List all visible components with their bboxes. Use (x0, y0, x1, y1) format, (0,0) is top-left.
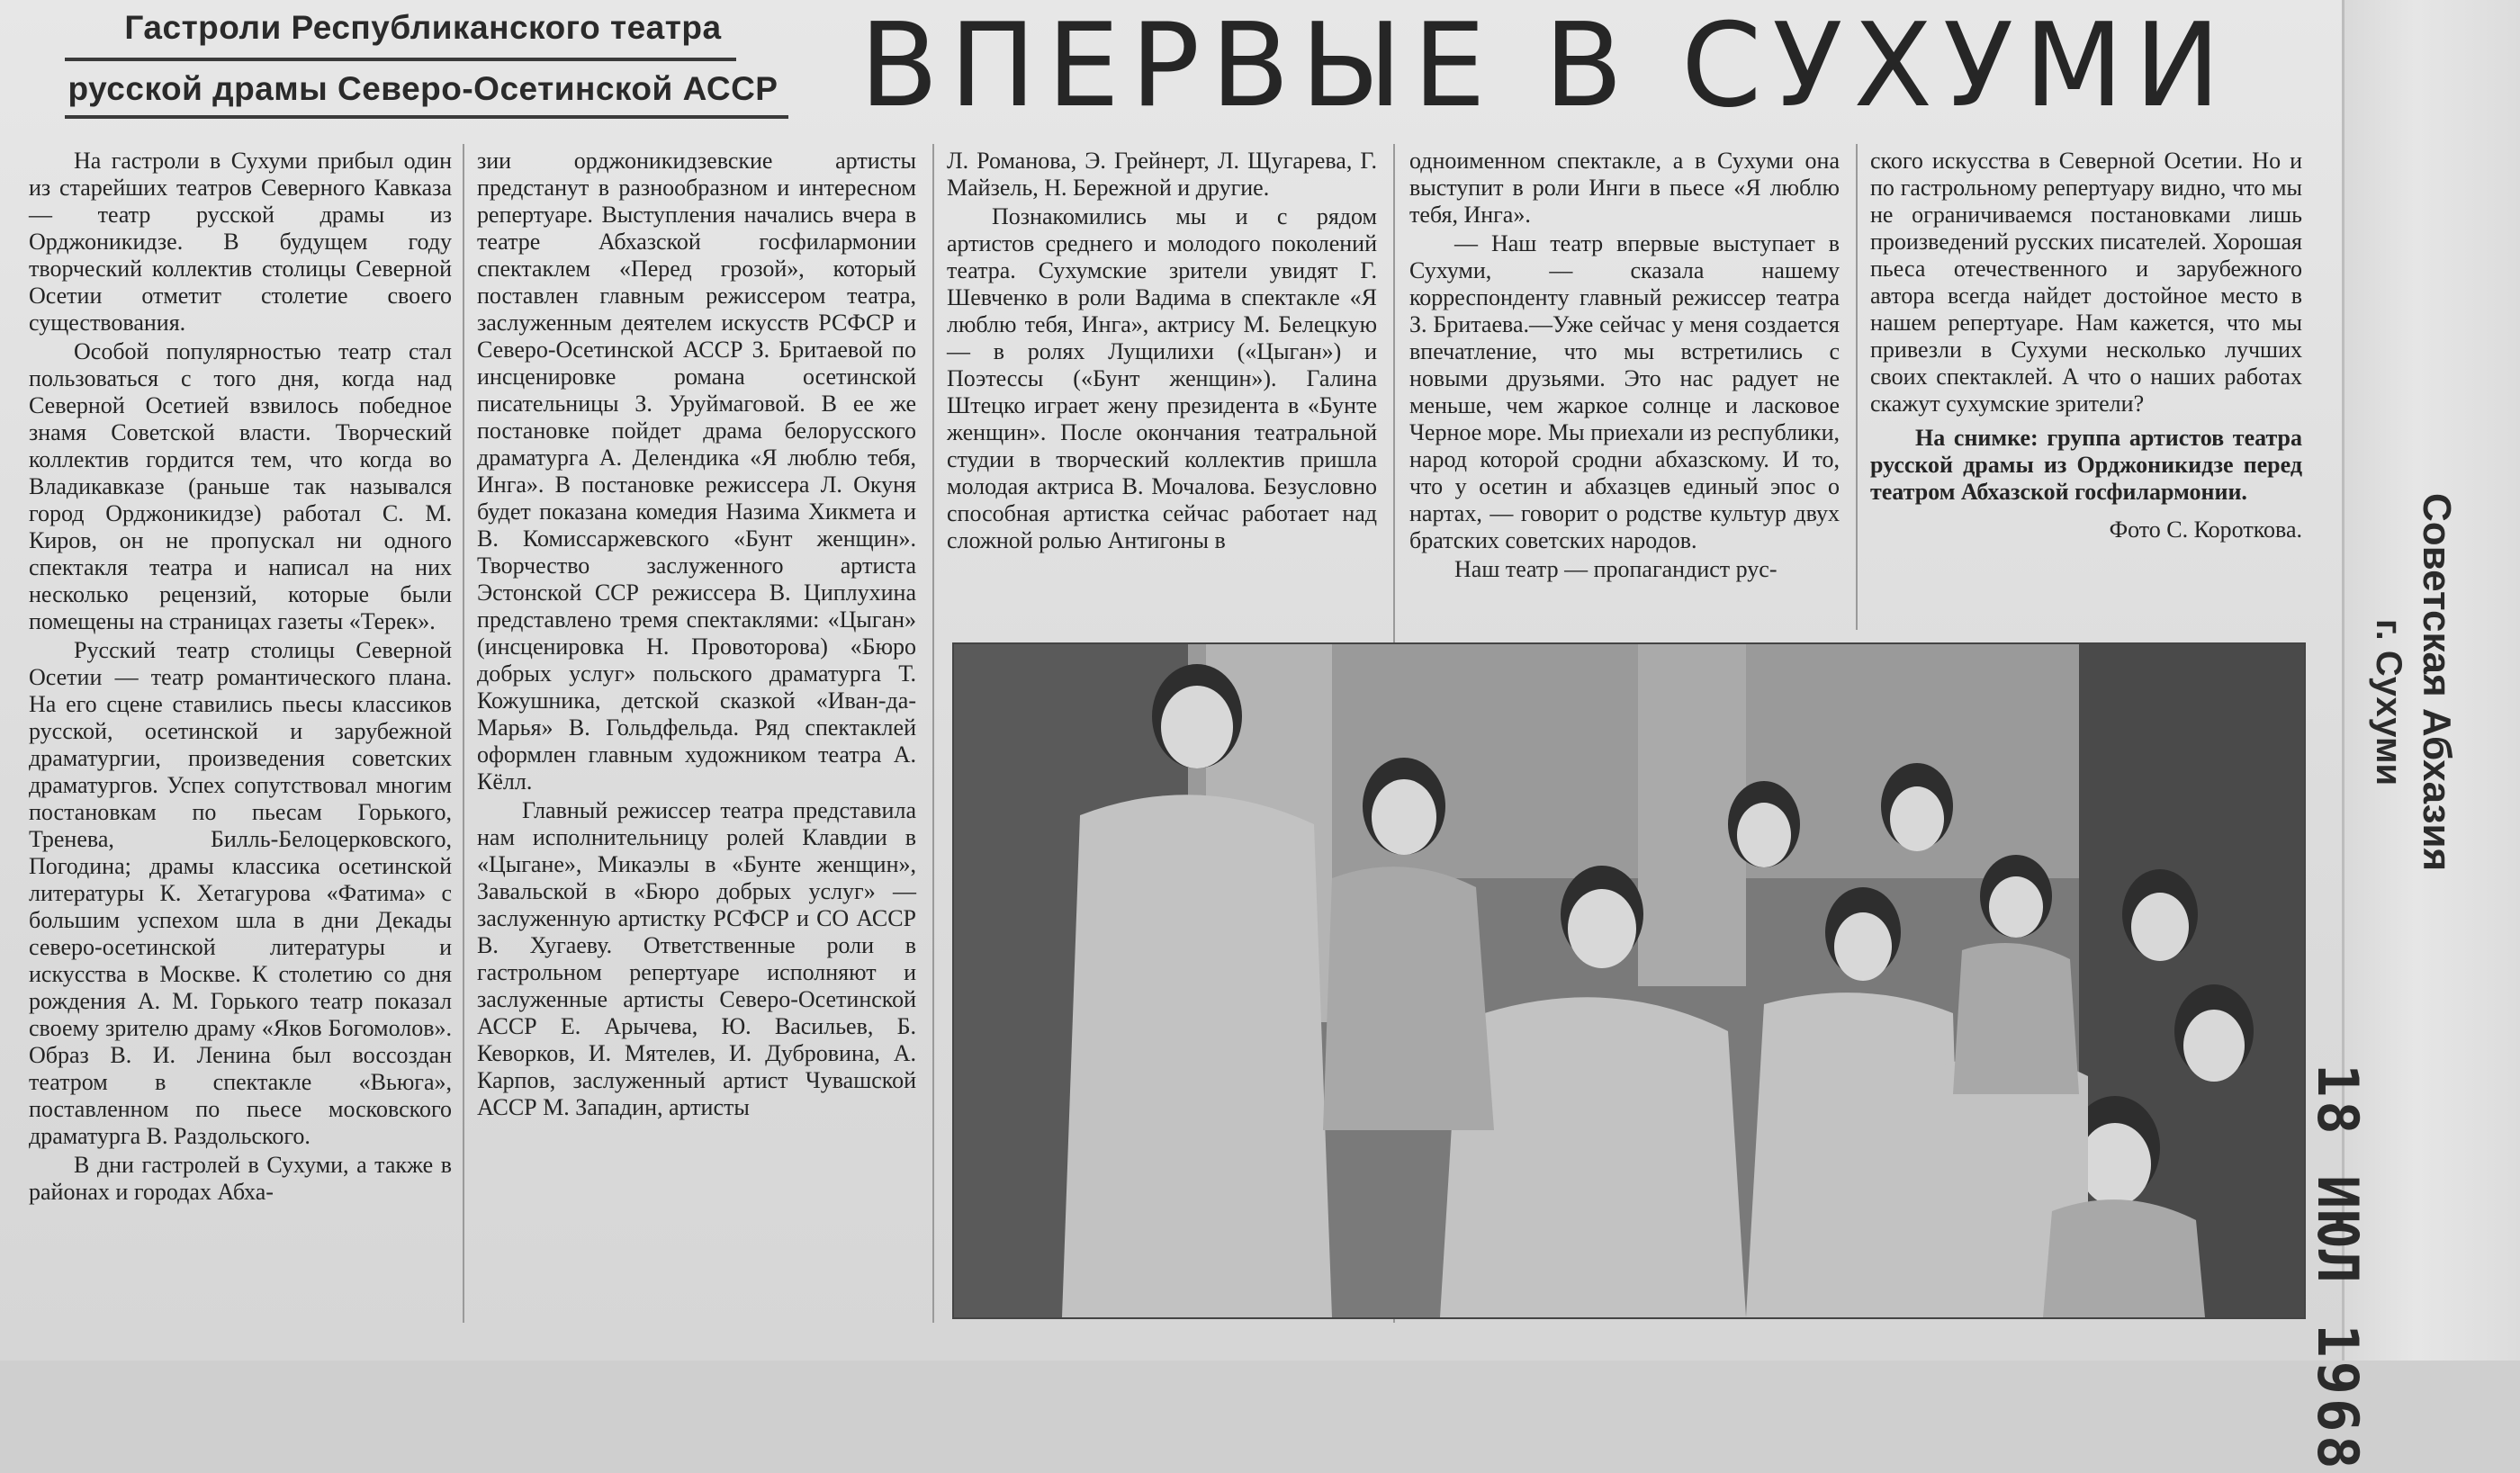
paragraph: Особой популярностью театр стал пользоваться с того дня, когда над Северной Осетией взвилось победное знамя Советской власти. Творческий коллектив гордится тем, что когда во Владикавказе (раньше так назывался город Орджоникидзе) работал С. М. Киров, он не пропускал ни одного спектакля театра и написал на них несколько рецензий, которые были помещены на страницах газеты «Терек». (29, 338, 452, 634)
paragraph: Русский театр столицы Северной Осетии — театр романтического плана. На его сцене ставились пьесы классиков русской, осетинской и зарубежной драматургии, произведения советских драматургов. Успех сопутствовал многим постановкам по пьесам Горького, Тренева, Билль-Белоцерковского, Погодина; драмы классика осетинской литературы К. Хетагурова «Фатима» с большим успехом шла в дни Декады северо-осетинской литературы и искусства в Москве. К столетию со дня рождения А. М. Горького театр показал своему зрителю драму «Яков Богомолов». Образ В. И. Ленина был воссоздан театром в спектакле «Вьюга», поставленном по пьесе московского драматурга В. Раздольского. (29, 637, 452, 1149)
photo-caption (1870, 425, 2302, 506)
paragraph: На гастроли в Сухуми прибыл один из старейших театров Северного Кавказа — театр русской драмы из Орджоникидзе. В будущем году творческий коллектив столицы Северной Осетии отметит столетие своего существования. (29, 148, 452, 336)
stamp-date: 18 ИЮЛ 1968 (2305, 1064, 2371, 1473)
archive-stamp (2369, 493, 2480, 997)
rubric-line-1: Гастроли Республиканского театра (124, 9, 722, 46)
article-headline: ВПЕРВЫЕ В СУХУМИ (860, 0, 2232, 133)
article-column-3 (947, 148, 1377, 556)
paragraph: зии орджоникидзевские артисты предстанут в разнообразном и интересном репертуаре. Выступления начались вчера в театре Абхазской госфилармонии спектаклем «Перед грозой», который поставлен главным режиссером театра, заслуженным деятелем искусств РСФСР и Северо-Осетинской АССР З. Бритаевой по инсценировке романа осетинской писательницы З. Уруймаговой. В ее же постановке пойдет драма белорусского драматурга А. Делендика «Я люблю тебя, Инга». В постановке режиссера Л. Окуня будет показана комедия Назима Хикмета и В. Комиссаржевского «Бунт женщин». Творчество заслуженного артиста Эстонской ССР режиссера В. Циплухина представлено тремя спектаклями: «Цыган» (инсценировка Н. Провоторова) «Бюро добрых услуг» польского драматурга Т. Кожушника, детской сказкой «Иван-да-Марья» В. Гольдфельда. Ряд спектаклей оформлен главным художником театра А. Кёлл. (477, 148, 916, 795)
paragraph: ского искусства в Северной Осетии. Но и по гастрольному репертуару видно, что мы не ограничиваемся постановками лишь произведений русских писателей. Хорошая пьеса отечественного и зарубежного автора всегда найдет достойное место в нашем репертуаре. Нам кажется, что мы привезли в Сухуми несколько лучших своих спектаклей. А что о наших работах скажут сухумские зрители? (1870, 148, 2302, 417)
photo-credit: Фото С. Короткова. (2109, 516, 2302, 543)
stamp-source: Советская Абхазия (2415, 493, 2459, 872)
paragraph: В дни гастролей в Сухуми, а также в районах и городах Абха- (29, 1152, 452, 1205)
stamp-city: г. Сухуми (2369, 619, 2408, 786)
group-photo (952, 642, 2306, 1319)
paragraph: Познакомились мы и с рядом артистов среднего и молодого поколений театра. Сухумские зрители увидят Г. Шевченко в роли Вадима в спектакле «Я люблю тебя, Инга», актрису М. Белецкую — в ролях Лущилихи («Цыган») и Поэтессы («Бунт женщин»). Галина Штецко играет жену президента в «Бунте женщин». После окончания театральной студии в творческий коллектив пришла молодая актриса В. Мочалова. Безусловно способная артистка сейчас работает над сложной ролью Антигоны в (947, 203, 1377, 553)
article-column-1 (29, 148, 452, 1208)
article-column-4 (1409, 148, 1840, 585)
article-column-2 (477, 148, 916, 1123)
article-column-5 (1870, 148, 2302, 543)
rubric-line-2: русской драмы Северо-Осетинской АССР (68, 70, 778, 107)
column-divider (932, 144, 934, 1323)
column-divider (1856, 144, 1858, 630)
paragraph: Л. Романова, Э. Грейнерт, Л. Щугарева, Г. Майзель, Н. Бережной и другие. (947, 148, 1377, 201)
rubric-underline-2 (65, 115, 788, 119)
column-divider (463, 144, 464, 1323)
paragraph: Наш театр — пропагандист рус- (1454, 556, 1778, 582)
paragraph: — Наш театр впервые выступает в Сухуми, — сказала нашему корреспонденту главный режиссер театра З. Бритаева.—Уже сейчас у меня создается впечатление, что мы встретились с новыми друзьями. Это нас радует не меньше, чем жаркое солнце и ласковое Черное море. Мы приехали из республики, народ которой сродни абхазскому. И то, что у осетин и абхазцев единый эпос о нартах, — говорит о родстве культур двух братских советских народов. (1409, 230, 1840, 553)
rubric-underline-1 (65, 58, 736, 61)
caption-text: группа артистов театра русской драмы из Орджоникидзе перед театром Абхазской госфилармонии. (1870, 425, 2302, 505)
caption-lead: На снимке: (1915, 425, 2038, 451)
paragraph: одноименном спектакле, а в Сухуми она выступит в роли Инги в пьесе «Я люблю тебя, Инга». (1409, 148, 1840, 228)
paragraph: Главный режиссер театра представила нам исполнительницу ролей Клавдии в «Цыгане», Микаэлы в «Бунте женщин», Завальской в «Бюро добрых услуг» — заслуженную артистку РСФСР и СО АССР В. Хугаеву. Ответственные роли в гастрольном репертуаре исполняют и заслуженные артисты Северо-Осетинской АССР Е. Арычева, Ю. Васильев, Б. Кеворков, И. Мятелев, И. Дубровина, А. Карпов, заслуженный артист Чувашской АССР М. Западин, артисты (477, 797, 916, 1120)
